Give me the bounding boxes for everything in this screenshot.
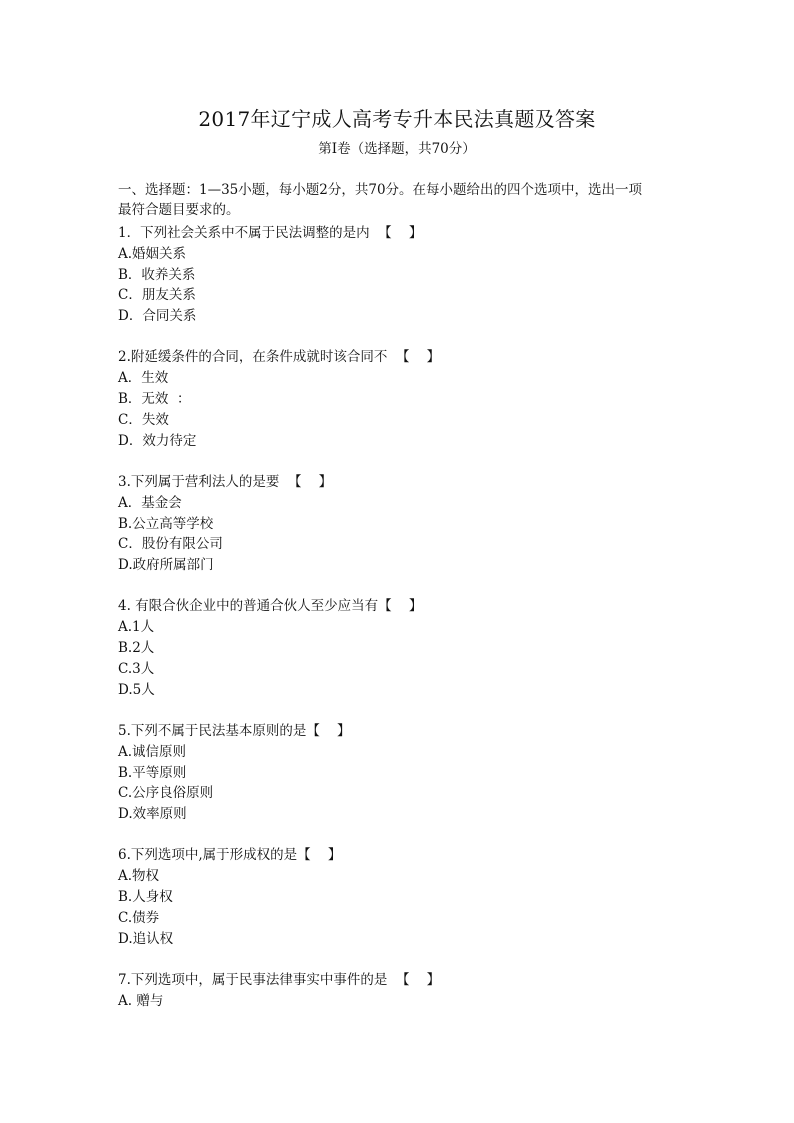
question-7 bbox=[118, 970, 678, 1012]
option-b: B．无效 ： bbox=[118, 391, 191, 408]
question-5 bbox=[118, 721, 678, 825]
question-stem: 5.下列不属于民法基本原则的是【 】 bbox=[118, 722, 351, 739]
option-c: C．朋友关系 bbox=[118, 287, 196, 304]
question-stem: 4. 有限合伙企业中的普通合伙人至少应当有【 】 bbox=[118, 598, 423, 615]
question-4 bbox=[118, 596, 678, 700]
option-a: A. 赠与 bbox=[118, 992, 164, 1009]
question-2 bbox=[118, 347, 678, 451]
option-a: A.诚信原则 bbox=[118, 743, 187, 760]
option-d: D．合同关系 bbox=[118, 308, 197, 325]
option-a: A.物权 bbox=[118, 868, 160, 885]
question-1 bbox=[118, 223, 678, 327]
option-c: C.债券 bbox=[118, 909, 160, 926]
option-b: B.平等原则 bbox=[118, 764, 187, 781]
option-d: D．效力待定 bbox=[118, 432, 197, 449]
option-c: C．股份有限公司 bbox=[118, 536, 223, 553]
option-d: D.追认权 bbox=[118, 930, 174, 947]
option-c: C.3人 bbox=[118, 660, 155, 677]
question-list bbox=[118, 180, 678, 1012]
option-b: B．收养关系 bbox=[118, 266, 196, 283]
question-3 bbox=[118, 472, 678, 576]
option-a: A．基金会 bbox=[118, 494, 182, 511]
instructions bbox=[118, 180, 678, 220]
instructions-line-2: 最符合题目要求的。 bbox=[118, 202, 240, 218]
option-d: D.效率原则 bbox=[118, 806, 187, 823]
section-subtitle: 第Ⅰ卷（选择题，共70分） bbox=[318, 141, 476, 157]
question-6 bbox=[118, 845, 678, 949]
option-a: A.婚姻关系 bbox=[118, 245, 187, 262]
option-c: C．失效 bbox=[118, 411, 169, 428]
instructions-line-1: 一、选择题：1—35小题，每小题2分，共70分。在每小题给出的四个选项中，选出一项 bbox=[118, 182, 643, 198]
option-c: C.公序良俗原则 bbox=[118, 785, 214, 802]
question-stem: 7.下列选项中，属于民事法律事实中事件的是 【 】 bbox=[118, 971, 441, 988]
option-d: D.政府所属部门 bbox=[118, 557, 214, 574]
option-a: A．生效 bbox=[118, 370, 169, 387]
option-b: B.2人 bbox=[118, 640, 155, 657]
option-d: D.5人 bbox=[118, 681, 155, 698]
option-b: B.公立高等学校 bbox=[118, 515, 214, 532]
question-stem: 3.下列属于营利法人的是要 【 】 bbox=[118, 473, 333, 490]
question-stem: 6.下列选项中,属于形成权的是【 】 bbox=[118, 847, 342, 864]
question-stem: 1．下列社会关系中不属于民法调整的是内 【 】 bbox=[118, 225, 423, 241]
option-a: A.1人 bbox=[118, 619, 155, 636]
document-title: 2017年辽宁成人高考专升本民法真题及答案 bbox=[198, 107, 596, 131]
option-b: B.人身权 bbox=[118, 889, 173, 906]
question-stem: 2.附延缓条件的合同，在条件成就时该合同不 【 】 bbox=[118, 349, 441, 366]
